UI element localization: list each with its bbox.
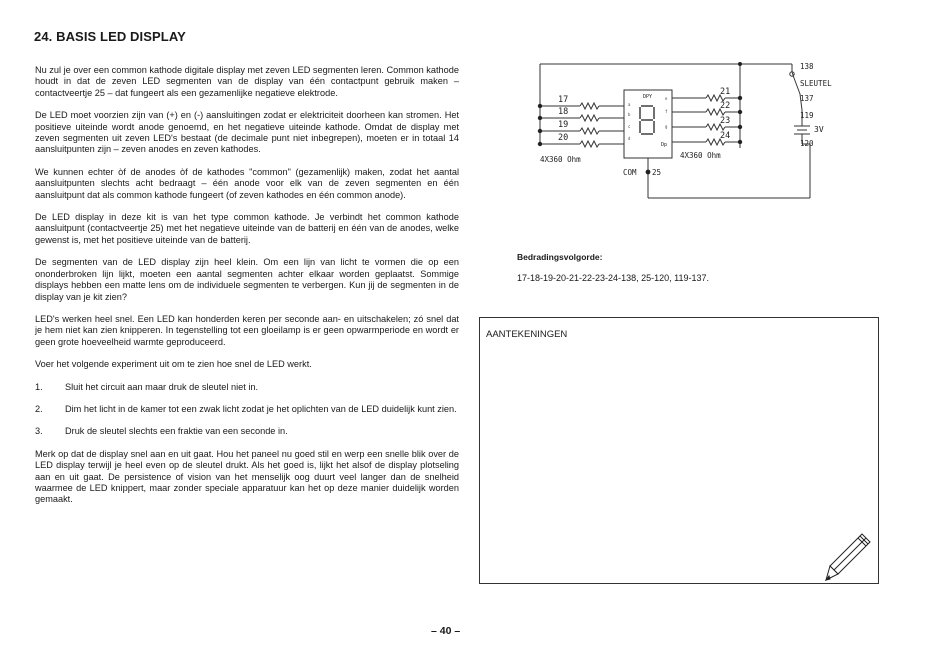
terminal-label: 24 — [720, 131, 731, 141]
com-terminal: 25 — [652, 168, 662, 177]
intro-paragraph-1: Nu zul je over een common kathode digitale display met zeven LED segmenten leren. Common kathode houdt in dat de zeven LED segmenten van de display van één contactpunt gebruik maken – contactveertje 25 – dat fungeert als een gezamenlijke negatieve elektrode. — [35, 65, 459, 98]
display-label: DPY — [643, 94, 653, 100]
seven-segment-glyph — [640, 106, 654, 134]
resistor-left-label: 4X360 Ohm — [540, 155, 581, 164]
terminal-label: 18 — [558, 107, 569, 117]
terminal-label: 22 — [720, 101, 731, 111]
notes-label: AANTEKENINGEN — [486, 329, 568, 340]
step-number: 1. — [35, 381, 43, 392]
key-label: SLEUTEL — [800, 79, 832, 88]
intro-paragraph-2: De LED moet voorzien zijn van (+) en (-) aansluitingen zodat er elektriciteit doorheen kan stromen. Het positieve uiteinde wordt anode genoemd, en het negatieve uiteinde kathode. Omdat de display met zeven segmenten uit zeven LED's bestaat (de decimale punt niet inbegrepen), moeten er in totaal 14 aansluitpunten zijn – zeven anodes en zeven kathodes. — [35, 110, 459, 155]
step-text: Dim het licht in de kamer tot een zwak licht zodat je het oplichten van de LED duidelijk kunt zien. — [65, 403, 457, 414]
key-top-terminal: 138 — [800, 62, 814, 71]
terminal-label: 21 — [720, 87, 731, 97]
intro-paragraph-4: De LED display in deze kit is van het type common kathode. Je verbindt het common kathode aansluitpunt (contactveertje 25) met het negatieve uiteinde van de batterij en één van de anodes, welke gewenst is, met het positieve uiteinde van de batterij. — [35, 212, 459, 245]
resistor-right-label: 4X360 Ohm — [680, 151, 721, 160]
wiring-order-sequence: 17-18-19-20-21-22-23-24-138, 25-120, 119-137. — [517, 273, 709, 283]
segment-letter: e — [665, 96, 668, 101]
key-bottom-terminal: 137 — [800, 94, 814, 103]
segment-letter: b — [628, 112, 631, 117]
segment-letter: g — [665, 124, 668, 129]
segment-letter: f — [665, 109, 668, 114]
step-item — [35, 382, 459, 393]
notes-box[interactable] — [479, 317, 879, 584]
intro-paragraph-3: We kunnen echter òf de anodes òf de kathodes "common" (gezamenlijk) maken, zodat het aantal aansluitpunten slechts acht bedraagt – één anode voor elk van de zeven segmenten en één aansluitpunt dat als common kathode fungeert (of zeven kathodes en één common anode). — [35, 166, 459, 200]
segment-letter: a — [628, 102, 631, 107]
terminal-label: 20 — [558, 133, 569, 143]
battery-voltage: 3V — [814, 125, 824, 134]
pencil-icon — [822, 532, 872, 584]
page-title: 24. BASIS LED DISPLAY — [34, 29, 186, 44]
body-text-column — [35, 65, 459, 517]
page-number: – 40 – — [431, 625, 461, 637]
intro-paragraph-6: LED's werken heel snel. Een LED kan honderden keren per seconde aan- en uitschakelen; zó snel dat je hem niet kan zien knipperen. In tegenstelling tot een gloeilamp is er geen opwarmperiode en wordt er geen grote hoeveelheid warmte geproduceerd. — [35, 313, 459, 347]
terminal-label: 23 — [720, 116, 731, 126]
experiment-steps — [35, 382, 459, 438]
step-text: Sluit het circuit aan maar druk de sleutel niet in. — [65, 381, 259, 392]
terminal-label: 17 — [558, 95, 569, 105]
battery-bottom-terminal: 120 — [800, 139, 814, 148]
step-number: 3. — [35, 426, 43, 437]
left-resistor-row — [540, 128, 624, 134]
segment-letter: d — [628, 136, 631, 141]
com-label: COM — [623, 168, 637, 177]
wiring-order-title: Bedradingsvolgorde: — [517, 252, 603, 262]
terminal-label: 19 — [558, 120, 569, 130]
step-item — [35, 426, 459, 437]
step-number: 2. — [35, 403, 43, 414]
battery-top-terminal: 119 — [800, 111, 814, 120]
step-text: Druk de sleutel slechts een fraktie van een seconde in. — [65, 426, 288, 437]
left-resistor-row — [540, 115, 624, 121]
left-resistor-row — [540, 141, 624, 147]
dp-label: Dp — [661, 142, 668, 148]
left-resistor-row — [540, 103, 624, 109]
closing-paragraph: Merk op dat de display snel aan en uit gaat. Hou het paneel nu goed stil en werp een snelle blik over de LED display terwijl je heel even op de sleutel drukt. Als het goed is, lijkt het alsof de display plotseling aan en uit gaat. De persistence of vision van het menselijk oog duurt veel langer dan de snelheid waarmee de LED knippert, maar zonder speciale apparatuur kan het op deze manier duidelijk worden gemaakt. — [35, 448, 459, 505]
segment-letter: c — [628, 124, 631, 129]
circuit-diagram — [510, 50, 870, 220]
step-item — [35, 404, 459, 415]
intro-paragraph-5: De segmenten van de LED display zijn heel klein. Om een lijn van licht te vormen die op een ononderbroken lijn lijkt, moeten een aantal segmenten achter elkaar worden geplaatst. Sommige displays hebben een matte lens om de individuele segmenten te verbergen. Kun jij de segmenten in de display van je kit zien? — [35, 257, 459, 302]
intro-paragraph-7: Voer het volgende experiment uit om te zien hoe snel de LED werkt. — [35, 359, 312, 370]
